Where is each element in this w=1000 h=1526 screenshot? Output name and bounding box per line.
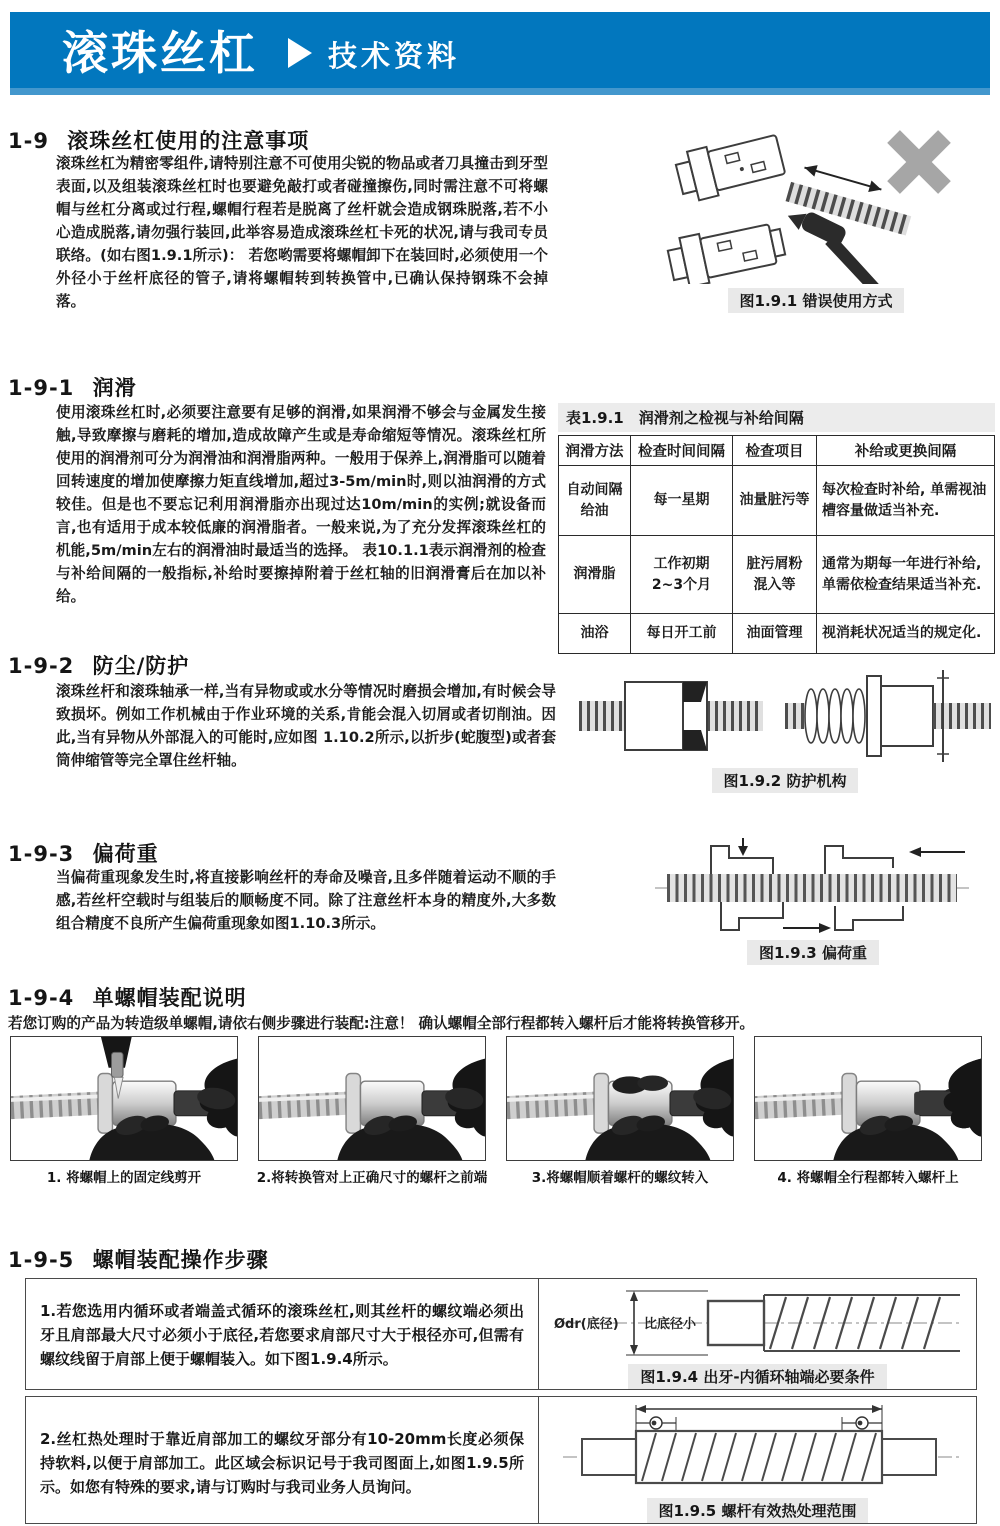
cell: 油浴	[559, 614, 631, 654]
section-1-9-2-heading	[8, 650, 189, 680]
offset-load-figure	[653, 838, 973, 936]
page-title: 滚珠丝杠	[62, 26, 258, 80]
section-1-9-1-body: 使用滚珠丝杠时,必须要注意要有足够的润滑,如果润滑不够会与金属发生接触,导致摩擦与磨耗的增加,造成故障产生或是寿命缩短等情况。滚珠丝杠所使用的润滑剂可分为润滑油和润滑脂两种。一般用于保养上,润滑脂可以随着回转速度的增加使摩擦力矩直线增加,超过3-5m/min时,则以油润滑的方式较佳。但是也不要忘记利用润滑脂亦出现过达10m/min的实例;就设备而言,也有适用于成本较低廉的润滑脂者。一般来说,为了充分发挥滚珠丝杠的机能,5m/min左右的润滑油时最适当的选择。 表10.1.1表示润滑剂的检查与补给间隔的一般指标,补给时要擦掉附着于丝杠轴的旧润滑膏后在加以补给。	[56, 404, 546, 606]
error-usage-figure	[661, 126, 971, 284]
section-number: 1-9-3	[8, 842, 75, 866]
table-row	[559, 466, 995, 536]
figure-1-9-3-caption: 图1.9.3 偏荷重	[747, 940, 879, 965]
col-header: 润滑方法	[559, 436, 631, 466]
section-number: 1-9	[8, 129, 49, 153]
cell: 润滑脂	[559, 536, 631, 614]
load-arrow-icon	[738, 838, 748, 856]
cell: 每日开工前	[631, 614, 733, 654]
cell: 脏污屑粉 混入等	[733, 536, 817, 614]
figure-1-9-4-caption: 图1.9.4 出牙-内循环轴端必要条件	[628, 1364, 886, 1389]
protection-figure	[575, 668, 995, 764]
col-header: 检查项目	[733, 436, 817, 466]
figure-1-9-3	[648, 838, 978, 965]
op-step-1-text: 1.若您选用内循环或者端盖式循环的滚珠丝杠,则其丝杆的螺纹端必须出牙且肩部最大尺寸必须小于底径,若您要求肩部尺寸大于根径亦可,但需有螺纹线留于肩部上便于螺帽装入。如下图1.9.4所示。	[40, 1302, 524, 1368]
step-photo-1	[10, 1036, 238, 1161]
step-caption-1: 1. 将螺帽上的固定线剪开	[46, 1170, 202, 1186]
cell: 每一星期	[631, 466, 733, 536]
cell: 油量脏污等	[733, 466, 817, 536]
section-1-9-1-heading	[8, 372, 137, 402]
section-1-9-body: 滚珠丝杠为精密零组件,请特别注意不可使用尖锐的物品或者刀具撞击到牙型表面,以及组装滚珠丝杠时也要避免敲打或者碰撞擦伤,同时需注意不可将螺帽与丝杠分离或过行程,螺帽行程若是脱离了丝杆就会造成钢珠脱落,若不小心造成脱落,请勿强行装回,此举容易造成滚珠丝杠卡死的状况,请与我司专员联络。(如右图1.9.1所示)： 若您哟需要将螺帽卸下在装回时,必须使用一个外径小于丝杆底径的管子,请将螺帽转到转换管中,已确认保持钢珠不会掉落。	[56, 155, 548, 311]
section-title: 防尘/防护	[92, 654, 190, 678]
bellows-drawing	[805, 689, 865, 743]
table-title: 表1.9.1 润滑剂之检视与补给间隔	[558, 403, 995, 432]
op-step-2-text: 2.丝杠热处理时于靠近肩部加工的螺纹牙部分有10-20mm长度必须保持软料,以便于肩部加工。此区域会标识记号于我司图面上,如图1.9.5所示。如您有特殊的要求,请与订购时与我司业务人员询问。	[40, 1430, 524, 1496]
threaded-section-drawing	[636, 1431, 882, 1483]
figure-1-9-4	[538, 1279, 976, 1389]
section-1-9-5-heading	[8, 1244, 269, 1274]
cell: 通常为期每一年进行补给,单需依检查结果适当补充.	[817, 536, 995, 614]
ballnut-drawing	[666, 217, 788, 284]
section-title: 偏荷重	[92, 842, 159, 866]
figure-1-9-5-caption: 图1.9.5 螺杆有效热处理范围	[647, 1498, 869, 1523]
col-header: 补给或更换间隔	[817, 436, 995, 466]
figure-1-9-1-caption: 图1.9.1 错误使用方式	[728, 288, 905, 313]
section-1-9-4-heading	[8, 982, 247, 1012]
assembly-photo	[755, 1037, 981, 1160]
section-1-9-4-intro: 若您订购的产品为转造级单螺帽,请依右侧步骤进行装配:注意！ 确认螺帽全部行程都转入螺杆后才能将转换管移开。	[8, 1015, 755, 1032]
assembly-photo	[259, 1037, 485, 1160]
figure-1-9-2	[575, 668, 995, 793]
step-caption-3: 3.将螺帽顺着螺杆的螺纹转入	[531, 1170, 709, 1186]
section-title: 润滑	[92, 376, 137, 400]
load-arrow-icon	[909, 847, 965, 857]
section-title: 滚珠丝杠使用的注意事项	[67, 129, 310, 153]
heat-treatment-figure	[548, 1401, 968, 1493]
table-row	[559, 614, 995, 654]
lubrication-table	[558, 403, 995, 654]
cell: 自动间隔给油	[559, 466, 631, 536]
assembly-photo	[11, 1037, 237, 1160]
cell: 视消耗状况适当的规定化.	[817, 614, 995, 654]
op-step-box-1	[25, 1278, 977, 1390]
shaft-end-figure	[548, 1283, 968, 1359]
section-number: 1-9-1	[8, 376, 75, 400]
figure-1-9-5	[538, 1397, 976, 1523]
section-1-9-3-body: 当偏荷重现象发生时,将直接影响丝杆的寿命及噪音,且多伴随着运动不顺的手感,若丝杆空载时与组装后的顺畅度不同。除了注意丝杆本身的精度外,大多数组合精度不良所产生偏荷重现象如图1.10.3所示。	[56, 869, 556, 933]
step-caption-2: 2.将转换管对上正确尺寸的螺杆之前端	[256, 1170, 488, 1186]
section-number: 1-9-5	[8, 1248, 75, 1272]
step-photo-3	[506, 1036, 734, 1161]
arrow-right-icon	[288, 38, 312, 68]
x-mark-icon	[868, 126, 970, 213]
diameter-label: Ødr(底径)	[553, 1317, 619, 1332]
table-header-row	[559, 436, 995, 466]
cell: 油面管理	[733, 614, 817, 654]
section-1-9-2-body: 滚珠丝杆和滚珠轴承一样,当有异物或或水分等情况时磨损会增加,有时候会导致损坏。例如工作机械由于作业环境的关系,肯能会混入切屑或者切削油。因此,当有异物从外部混入的可能时,应如图 1.10.2所示,以折步(蛇腹型)或者套筒伸缩管等完全罩住丝杆轴。	[56, 683, 556, 770]
step-photo-2	[258, 1036, 486, 1161]
smaller-than-root-label: 比底径小	[643, 1317, 696, 1332]
figure-1-9-2-caption: 图1.9.2 防护机构	[712, 768, 859, 793]
cell: 每次检查时补给, 单需视油槽容量做适当补充.	[817, 466, 995, 536]
section-number: 1-9-2	[8, 654, 75, 678]
section-1-9-3-heading	[8, 838, 159, 868]
page-header-banner	[10, 12, 990, 95]
page-subtitle: 技术资料	[328, 38, 461, 73]
section-1-9-heading	[8, 125, 309, 155]
section-title: 单螺帽装配说明	[92, 986, 247, 1010]
col-header: 检查时间间隔	[631, 436, 733, 466]
load-arrow-icon	[783, 923, 831, 933]
section-number: 1-9-4	[8, 986, 75, 1010]
figure-1-9-1	[660, 126, 972, 313]
assembly-photo	[507, 1037, 733, 1160]
ballnut-drawing	[673, 130, 786, 204]
op-step-box-2	[25, 1396, 977, 1524]
section-title: 螺帽装配操作步骤	[92, 1248, 269, 1272]
table-row	[559, 536, 995, 614]
step-caption-4: 4. 将螺帽全行程都转入螺杆上	[777, 1170, 959, 1186]
step-photo-4	[754, 1036, 982, 1161]
cell: 工作初期 2~3个月	[631, 536, 733, 614]
